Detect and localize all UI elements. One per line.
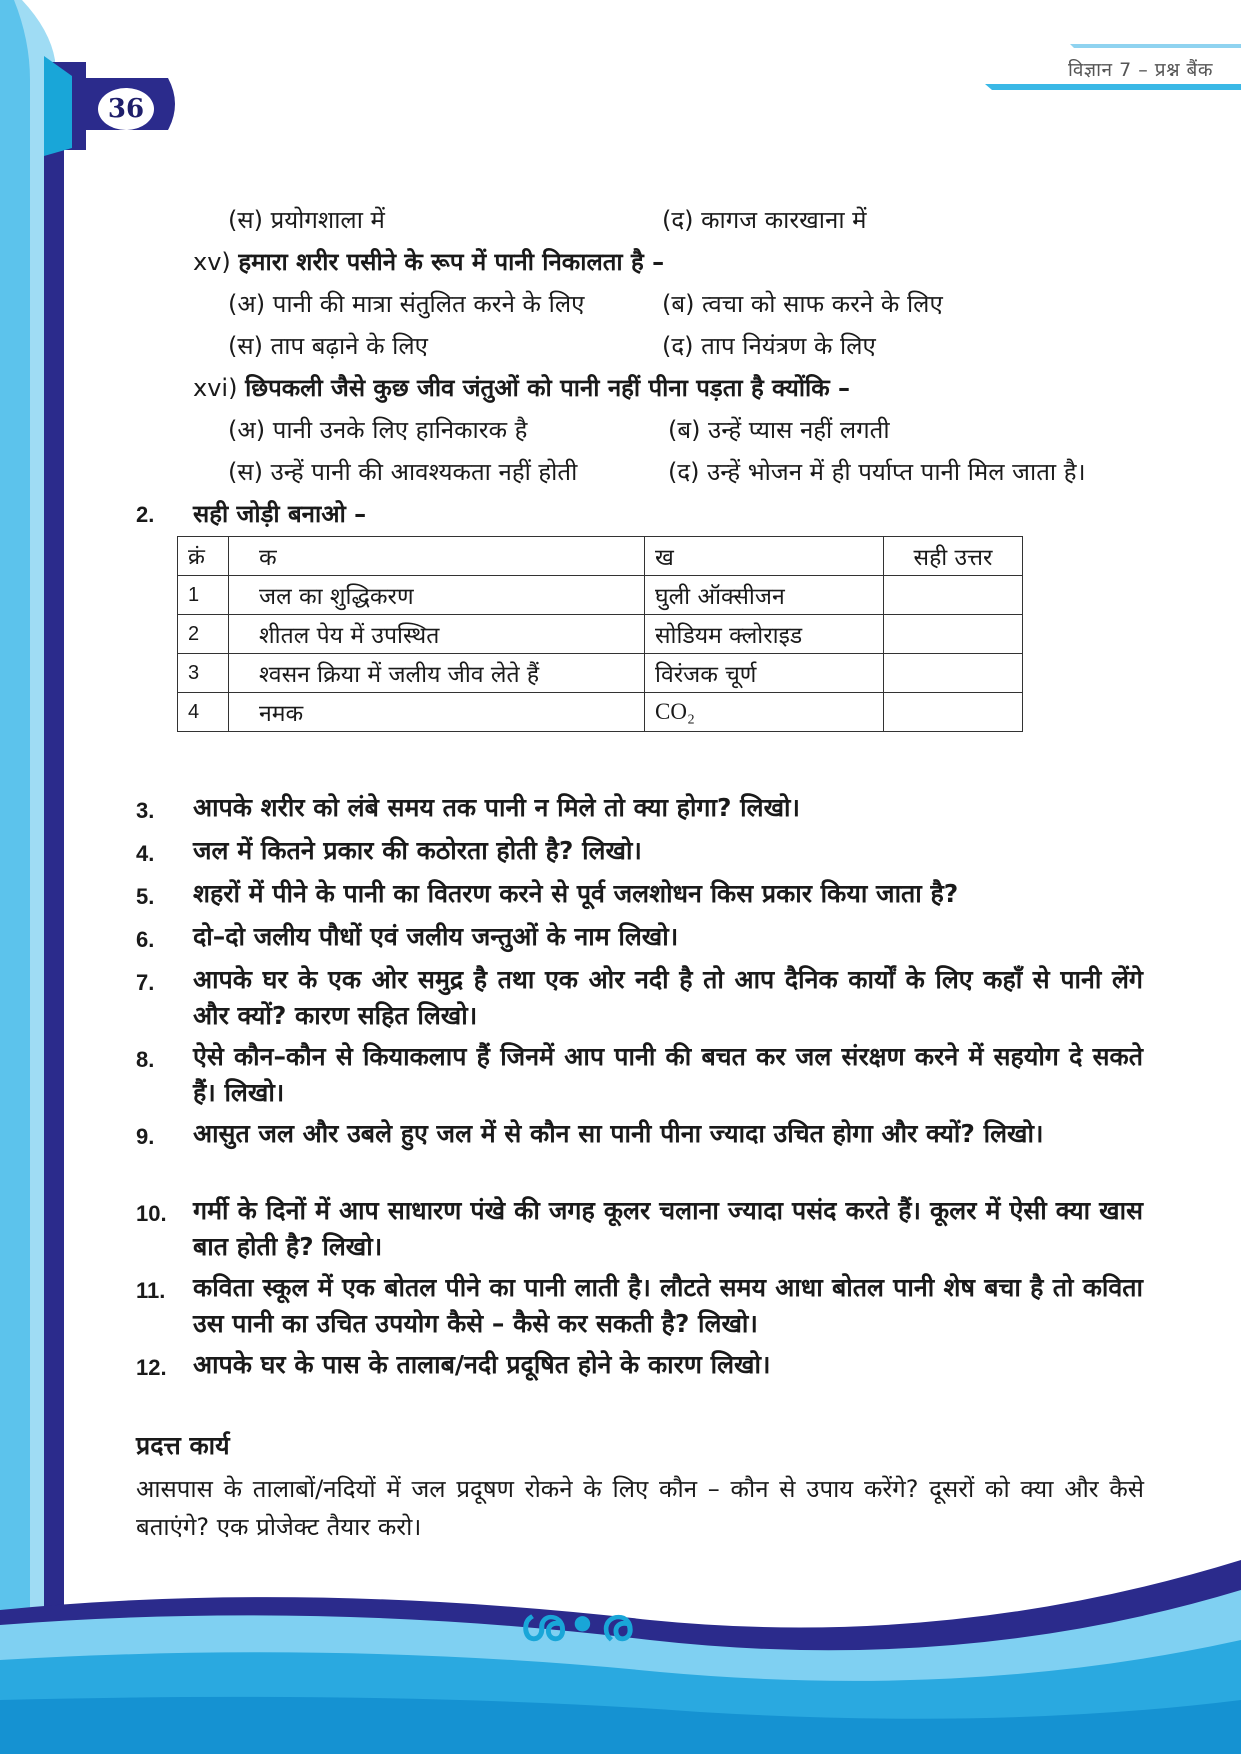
- question-text: ऐसे कौन–कौन से कियाकलाप हैं जिनमें आप पानी की बचत कर जल संरक्षण करने में सहयोग दे सकते हैं। लिखो।: [193, 1042, 1143, 1107]
- option-d: (द) ताप नियंत्रण के लिए: [662, 332, 876, 360]
- table-cell: घुली ऑक्सीजन: [645, 576, 884, 615]
- footer-ornament-icon: ശ•ര: [520, 1600, 637, 1651]
- table-cell: श्वसन क्रिया में जलीय जीव लेते हैं: [229, 654, 645, 693]
- table-cell: शीतल पेय में उपस्थित: [229, 615, 645, 654]
- matching-table: [177, 536, 1023, 732]
- question-text: आपके शरीर को लंबे समय तक पानी न मिले तो क्या होगा? लिखो।: [193, 793, 800, 822]
- question-text: शहरों में पीने के पानी का वितरण करने से पूर्व जलशोधन किस प्रकार किया जाता है?: [193, 879, 959, 908]
- option-b: (ब) उन्हें प्यास नहीं लगती: [668, 416, 890, 444]
- answer-cell: [884, 693, 1023, 732]
- question-text: आपके घर के पास के तालाब/नदी प्रदूषित होने के कारण लिखो।: [193, 1350, 771, 1379]
- question-text: आसुत जल और उबले हुए जल में से कौन सा पानी पीना ज्यादा उचित होगा और क्यों? लिखो।: [193, 1119, 1044, 1148]
- question-number: 5.: [136, 884, 155, 909]
- header-cell: सही उत्तर: [884, 537, 1023, 576]
- option-c: (स) प्रयोगशाला में: [228, 206, 385, 234]
- question-text: हमारा शरीर पसीने के रूप में पानी निकालता है –: [238, 248, 665, 276]
- question-text: कविता स्कूल में एक बोतल पीने का पानी लाती है। लौटते समय आधा बोतल पानी शेष बचा है तो कविता उस पानी का उचित उपयोग कैसे – कैसे कर सकती है? लिखो।: [193, 1273, 1143, 1338]
- option-d: (द) कागज कारखाना में: [662, 206, 867, 234]
- page-number: 36: [98, 88, 154, 130]
- question-xvi: [193, 372, 850, 404]
- question-number: 11.: [136, 1278, 166, 1303]
- option-d: (द) उन्हें भोजन में ही पर्याप्त पानी मिल जाता है।: [668, 458, 1086, 486]
- question-number: xv): [193, 248, 231, 276]
- table-row: [178, 693, 1023, 732]
- question-number: 12.: [136, 1355, 167, 1380]
- section-number: 2.: [136, 502, 155, 527]
- table-cell: 1: [178, 576, 229, 615]
- task-heading: प्रदत्त कार्य: [136, 1431, 230, 1460]
- table-cell: सोडियम क्लोराइड: [645, 615, 884, 654]
- question-xv: [193, 246, 664, 278]
- section-title: सही जोड़ी बनाओ –: [193, 500, 367, 528]
- question-number: 9.: [136, 1124, 155, 1149]
- task-text: आसपास के तालाबों/नदियों में जल प्रदूषण रोकने के लिए कौन – कौन से उपाय करेंगे? दूसरों को क्या और कैसे बताएंगे? एक प्रोजेक्ट तैयार करो।: [136, 1475, 1144, 1541]
- table-cell: जल का शुद्धिकरण: [229, 576, 645, 615]
- table-row: [178, 654, 1023, 693]
- option-a: (अ) पानी की मात्रा संतुलित करने के लिए: [228, 290, 585, 318]
- table-row: [178, 615, 1023, 654]
- question-number: 4.: [136, 841, 155, 866]
- question-text: दो–दो जलीय पौधों एवं जलीय जन्तुओं के नाम लिखो।: [193, 922, 679, 951]
- question-text: जल में कितने प्रकार की कठोरता होती है? लिखो।: [193, 836, 642, 865]
- table-cell: नमक: [229, 693, 645, 732]
- question-number: 3.: [136, 798, 155, 823]
- header-cell: ख: [645, 537, 884, 576]
- question-number: 6.: [136, 927, 155, 952]
- table-cell: CO₂: [645, 693, 884, 732]
- question-text: छिपकली जैसे कुछ जीव जंतुओं को पानी नहीं पीना पड़ता है क्योंकि –: [245, 374, 851, 402]
- question-number: 10.: [136, 1201, 167, 1226]
- answer-cell: [884, 576, 1023, 615]
- question-number: 8.: [136, 1047, 155, 1072]
- answer-cell: [884, 615, 1023, 654]
- table-cell: 3: [178, 654, 229, 693]
- table-cell: 4: [178, 693, 229, 732]
- option-a: (अ) पानी उनके लिए हानिकारक है: [228, 416, 528, 444]
- table-cell: 2: [178, 615, 229, 654]
- option-c: (स) उन्हें पानी की आवश्यकता नहीं होती: [228, 458, 578, 486]
- option-b: (ब) त्वचा को साफ करने के लिए: [662, 290, 943, 318]
- running-header: विज्ञान 7 – प्रश्न बैंक: [1067, 59, 1213, 81]
- question-text: गर्मी के दिनों में आप साधारण पंखे की जगह कूलर चलाना ज्यादा पसंद करते हैं। कूलर में ऐसी क्या खास बात होती है? लिखो।: [193, 1196, 1143, 1261]
- table-row: [178, 576, 1023, 615]
- header-cell: क्रं: [178, 537, 229, 576]
- answer-cell: [884, 654, 1023, 693]
- option-c: (स) ताप बढ़ाने के लिए: [228, 332, 428, 360]
- question-text: आपके घर के एक ओर समुद्र है तथा एक ओर नदी है तो आप दैनिक कार्यों के लिए कहाँ से पानी लेंगे और क्यों? कारण सहित लिखो।: [193, 965, 1143, 1030]
- question-number: xvi): [193, 374, 238, 402]
- question-number: 7.: [136, 970, 155, 995]
- header-cell: क: [229, 537, 645, 576]
- table-header-row: [178, 537, 1023, 576]
- table-cell: विरंजक चूर्ण: [645, 654, 884, 693]
